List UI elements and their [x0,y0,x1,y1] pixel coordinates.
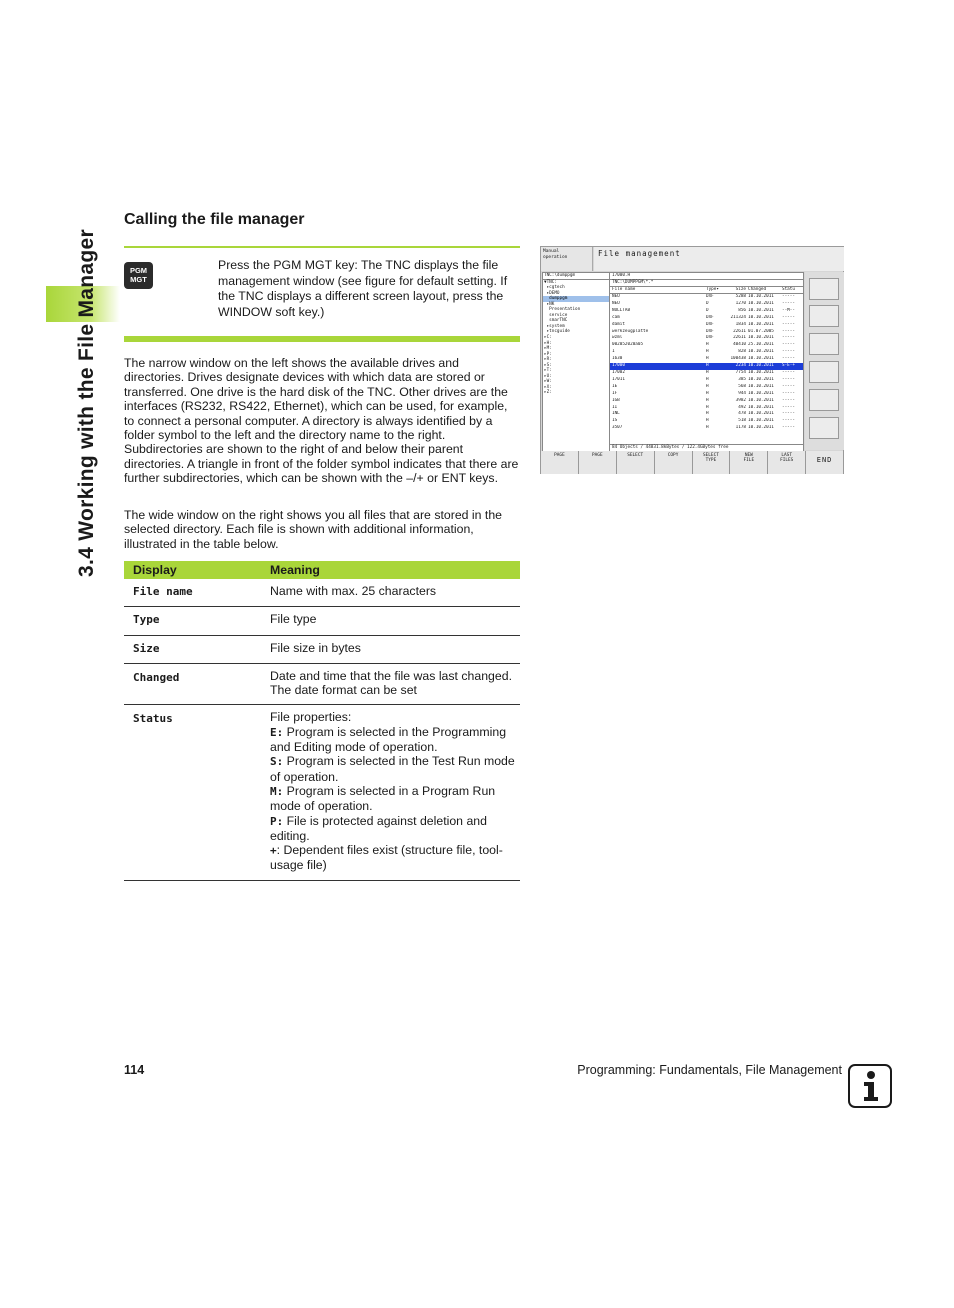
tree-item[interactable]: Presentation [544,307,581,313]
file-row[interactable] [610,315,803,322]
file-cell: 10.10.2011 [748,294,774,299]
file-cell: 856 [738,307,746,313]
softkey[interactable]: SELECT TYPE [693,451,731,474]
file-cell: ----- [782,349,795,355]
file-cell: ----- [782,397,795,403]
status-item [270,784,520,814]
info-i-glyph [850,1066,890,1106]
status-text: File is protected against deletion and editing. [270,813,487,843]
file-cell: 1178 [735,425,746,431]
file-cell: 002052020a05 [612,342,644,348]
file-cell: DXF [706,314,714,320]
file-cell: 10.10.2011 [748,411,774,417]
tree-item[interactable]: ▼TNC: [544,279,557,285]
mode-label-line1: Manual [543,249,560,254]
file-row[interactable] [610,384,803,391]
file-info-table [124,561,520,881]
file-cell: H [706,383,709,389]
file-cell: H [706,397,709,403]
file-cell: H [706,425,709,431]
file-row[interactable] [610,342,803,349]
tree-item[interactable]: ▸NK [544,301,555,307]
file-cell: 22611 [733,328,746,334]
file-cell: 1S [612,418,618,424]
file-cell: H [706,404,709,410]
mode-label-line2: operation [543,255,568,260]
page-number: 114 [124,1063,145,1077]
file-row[interactable] [610,294,803,301]
tree-item[interactable]: dumppgm [543,296,609,302]
file-cell: ----- [782,418,795,424]
file-row[interactable] [610,335,803,342]
file-cell: H [706,363,709,369]
softkey-spindle-minus-icon[interactable] [809,417,839,439]
softkey-s100-icon[interactable] [809,389,839,411]
file-cell: NULLTAB [612,307,631,313]
file-cell: 1270 [735,300,746,306]
file-cell: 10.10.2011 [748,363,774,369]
table-row [124,663,520,705]
file-row[interactable] [610,425,803,432]
file-cell: 1F [612,390,618,396]
file-cell: NEU [612,300,620,306]
screen-title: File management [594,247,844,271]
file-cell: 01.07.2005 [748,328,774,334]
status-text: Program is selected in a Program Run mode of operation. [270,783,496,814]
paragraph-files: The wide window on the right shows you all files that are stored in the selected directory. Each file is shown with additional information, illustrated in the table below. [124,508,502,551]
file-cell: ----- [782,369,795,375]
file-cell: 5288 [735,294,746,299]
file-cell: 385 [738,376,746,382]
file-cell: ----- [782,411,795,417]
file-cell: 10.10.2011 [748,376,774,382]
file-cell: 10.10.2011 [748,383,774,389]
softkey[interactable]: END [806,451,844,474]
softkey[interactable]: PAGE [541,451,579,474]
cell-meaning: File type [261,607,520,635]
file-cell: 1834 [735,321,746,327]
file-cell: 10.10.2011 [748,369,774,375]
file-cell: 2234 [735,363,746,369]
file-row[interactable] [610,363,803,370]
col-size: Size [735,287,746,292]
paragraph-drives: The narrow window on the left shows the available drives and directories. Drives designate devices with which data are stored or transferred. One drive is the hard disk of the TNC. Other drives are the interfaces (RS232, RS422, Ethernet), which can be used, for example, to connect a personal computer. A directory is always identified by a folder symbol to the left and the directory name to the right. Subdirectories are shown to the right of and below their parent directories. A triangle in front of the folder symbol indicates that there are further subdirectories, which can be shown with the –/+ or ENT keys. [124,356,519,486]
file-cell: ----- [782,356,795,362]
page-heading: Calling the file manager [124,211,305,228]
file-cell: 1 [612,349,615,355]
softkey-t-icon[interactable] [809,333,839,355]
file-cell: 10.10.2011 [748,300,774,306]
file-cell: 1630 [612,356,623,362]
key-line-2: MGT [130,275,147,284]
tree-item[interactable]: smarTNC [544,318,568,324]
tree-item[interactable]: ▸Z: [544,390,552,396]
file-cell: D [706,307,709,313]
file-cell: 25.10.2011 [748,342,774,348]
file-cell: werkzeugplatte [612,328,649,334]
file-cell: --M-- [782,307,795,313]
file-cell: 211324 [730,314,746,320]
file-cell: 17011 [612,376,625,382]
heading-rule [124,246,520,248]
file-cell: 3507 [612,425,623,431]
section-side-title: 3.4 Working with the File Manager [75,229,98,577]
file-cell: wzml [612,335,623,341]
status-item [270,754,520,784]
file-cell: H [706,411,709,417]
file-cell: 10.10.2011 [748,335,774,341]
info-icon [848,1064,892,1108]
file-cell: 478 [738,411,746,417]
file-cell: DXF [706,328,714,334]
file-cell: 100438 [730,356,746,362]
file-row[interactable] [610,322,803,329]
file-cell: D [706,300,709,306]
col-status: Statu [782,287,795,292]
file-cell: DXF [706,294,714,299]
file-cell: 40410 [733,342,746,348]
file-row[interactable] [610,349,803,356]
file-cell: H [706,342,709,348]
status-text: : Dependent files exist (structure file, tool-usage file) [270,843,503,873]
file-cell: H [706,369,709,375]
file-row[interactable] [610,329,803,336]
file-cell: ----- [782,342,795,348]
header-meaning: Meaning [261,561,520,579]
file-cell: 3982 [735,397,746,403]
file-cell: 1E [612,383,618,389]
file-row[interactable] [610,398,803,405]
tree-item[interactable]: ▸system [544,323,565,329]
file-cell: NEU [612,294,620,299]
vertical-softkeys [805,272,844,450]
file-row[interactable] [610,377,803,384]
cell-display: File name [124,579,261,607]
file-cell: 10.10.2011 [748,425,774,431]
tree-item[interactable]: ▸P: [544,351,552,357]
table-row [124,579,520,607]
status-code: P: [270,814,284,828]
file-cell: 828 [738,349,746,355]
file-cell: DXF [706,335,714,341]
file-cell: 518 [738,418,746,424]
header-display: Display [124,561,261,579]
status-code: E: [270,725,284,739]
cell-display: Size [124,635,261,663]
file-cell: ----- [782,390,795,396]
file-cell: ----- [782,376,795,382]
pgm-mgt-key-icon [124,262,153,289]
file-cell: 10.10.2011 [748,390,774,396]
file-cell: 10.10.2011 [748,307,774,313]
file-cell: 10.10.2011 [748,397,774,403]
file-cell: H [706,418,709,424]
status-text: Program is selected in the Test Run mode of operation. [270,754,515,784]
directory-tree-pane [542,272,610,452]
file-cell: H [706,376,709,382]
file-cell: ----- [782,321,795,327]
tree-item[interactable]: ▸H: [544,340,552,346]
directory-tree [543,280,609,396]
softkey[interactable]: LAST FILES [768,451,806,474]
file-list-columns [610,286,803,294]
file-row[interactable] [610,308,803,315]
softkey-s-icon[interactable] [809,305,839,327]
file-cell: 10.10.2011 [748,418,774,424]
file-cell: 17002 [612,369,625,375]
softkey[interactable]: COPY [655,451,693,474]
tree-item[interactable]: ▸S: [544,362,552,368]
cell-meaning: Name with max. 25 characters [261,579,520,607]
file-cell: ----- [782,383,795,389]
file-cell: ----- [782,300,795,306]
status-text: Program is selected in the Programming and Editing mode of operation. [270,724,507,755]
file-cell: 1I [612,404,618,410]
status-code: M: [270,784,284,798]
status-item [270,843,520,873]
file-row[interactable] [610,411,803,418]
tree-item[interactable]: ▸tncguide [544,329,570,335]
footer-chapter: Programming: Fundamentals, File Management [577,1063,842,1077]
softkey-spindle-plus-icon[interactable] [809,361,839,383]
file-row[interactable] [610,405,803,412]
status-code: S: [270,755,284,769]
section-rule [124,336,520,342]
file-cell: 22611 [733,335,746,341]
file-row[interactable] [610,391,803,398]
key-line-1: PGM [129,266,148,275]
softkey[interactable]: NEW FILE [730,451,768,474]
file-cell: 10.10.2011 [748,314,774,320]
file-cell: H [706,349,709,355]
selected-file: 17000.H [610,273,803,280]
file-cell: 10.10.2011 [748,349,774,355]
file-cell: 10.10.2011 [748,321,774,327]
table-row [124,635,520,663]
file-cell: H [706,390,709,396]
tree-item[interactable]: ▸X: [544,384,552,390]
softkey[interactable]: PAGE [579,451,617,474]
file-cell: damit [612,321,625,327]
file-cell: 10.10.2011 [748,356,774,362]
softkey[interactable]: SELECT [617,451,655,474]
tree-item[interactable]: ▸M: [544,346,552,352]
file-cell: 568 [738,383,746,389]
file-cell: 10.10.2011 [748,404,774,410]
mode-label [541,247,593,271]
intro-text: Press the PGM MGT key: The TNC displays the file management window (see figure for default setting. If the TNC displays a different screen layout, press the WINDOW soft key.) [218,258,508,319]
file-cell: ----- [782,404,795,410]
file-list [610,294,803,432]
status-code: + [270,844,277,858]
tree-path: TNC:\dumppgm [543,273,609,280]
tree-item[interactable]: ▸T: [544,368,552,374]
col-type: Type▾ [706,287,719,292]
file-cell: 944 [738,390,746,396]
file-cell: ----- [782,314,795,320]
file-cell: 1GB [612,397,620,403]
status-item [270,725,520,755]
file-cell: 1NL [612,411,620,417]
tree-item[interactable]: ▸R: [544,357,552,363]
tree-item[interactable]: ▸W: [544,379,552,385]
file-list-pane [609,272,804,452]
file-cell: ----- [782,425,795,431]
file-cell: cam [612,314,620,320]
table-row [124,607,520,635]
file-cell: 7754 [735,369,746,375]
col-file-name: File name [612,287,636,292]
tree-item[interactable]: service [544,312,568,318]
file-cell: 492 [738,404,746,410]
softkey-bar [541,451,844,474]
file-cell: ----- [782,335,795,341]
cell-meaning-status [261,705,520,880]
status-intro: File properties: [270,710,352,725]
tree-item[interactable]: ▸C: [544,335,552,341]
cell-meaning: File size in bytes [261,635,520,663]
softkey-m-icon[interactable] [809,278,839,300]
file-cell: DXF [706,321,714,327]
file-status-line: 84 Objects / 44831.8kBytes / 122.4GBytes free [610,444,804,451]
table-row-status [124,705,520,880]
tree-item[interactable]: ▸cgtech [544,285,565,291]
table-header-row [124,561,520,579]
file-row[interactable] [610,418,803,425]
cell-meaning: Date and time that the file was last changed. The date format can be set [261,663,520,705]
tree-item[interactable]: ▸U: [544,373,552,379]
file-row[interactable] [610,370,803,377]
cell-display: Status [124,705,261,880]
cell-display: Type [124,607,261,635]
file-cell: ----- [782,294,795,299]
status-item [270,814,520,844]
tree-item[interactable]: ▸DEMO [544,290,560,296]
file-cell: H [706,356,709,362]
file-management-screenshot [540,246,844,474]
file-row[interactable] [610,301,803,308]
cell-display: Changed [124,663,261,705]
file-cell: S-E-+ [782,363,795,369]
file-cell: ----- [782,328,795,334]
file-path: TNC:\DUMPPGM\*.* [612,280,654,285]
file-cell: 17000 [612,363,625,369]
file-row[interactable] [610,356,803,363]
col-changed: Changed [748,287,767,292]
